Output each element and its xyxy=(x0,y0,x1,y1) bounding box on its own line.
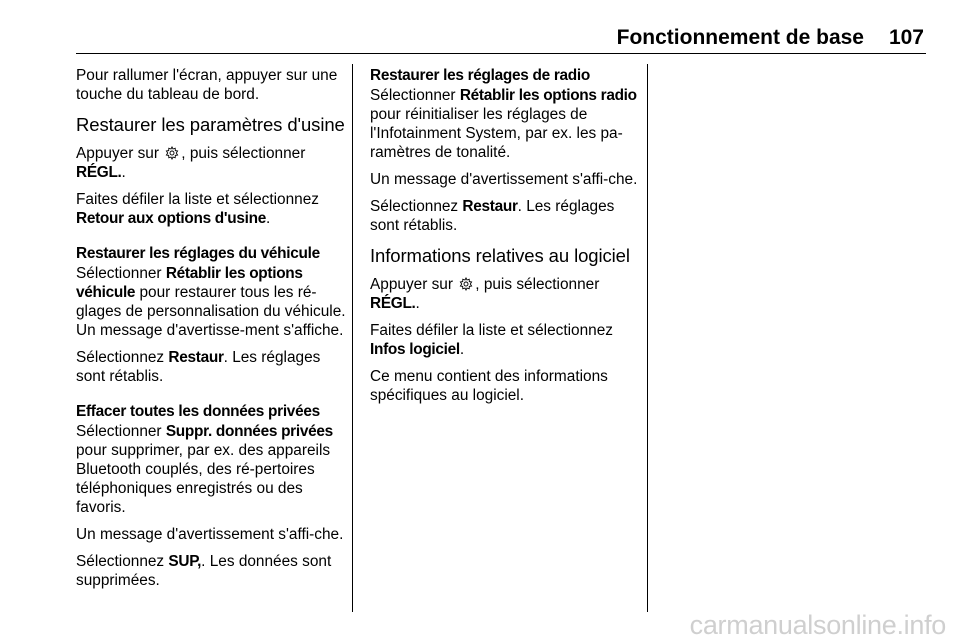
paragraph-press-settings: Appuyer sur , puis sélectionner RÉGL.. xyxy=(370,276,600,312)
gear-icon xyxy=(459,277,473,291)
paragraph-delete-confirm: Sélectionnez SUP,. Les données sont supprimées. xyxy=(76,553,332,589)
page-header xyxy=(76,26,926,52)
heading-radio-settings: Restaurer les réglages de radio xyxy=(370,67,590,84)
paragraph-scroll-list: Faites défiler la liste et sélectionnez Infos logiciel. xyxy=(370,322,613,358)
heading-vehicle-settings: Restaurer les réglages du véhicule xyxy=(76,245,320,262)
page-number: 107 xyxy=(888,26,924,49)
header-divider xyxy=(76,53,926,54)
paragraph-restore-confirm: Sélectionnez Restaur. Les réglages sont rétablis. xyxy=(76,349,321,385)
paragraph-restore-confirm: Sélectionnez Restaur. Les réglages sont rétablis. xyxy=(370,198,615,234)
heading-software-info: Informations relatives au logiciel xyxy=(370,245,630,266)
paragraph-private-delete: Sélectionner Suppr. données privées pour supprimer, par ex. des appareils Bluetooth couplés, des ré-pertoires téléphoniques enregistrés ou des favoris. xyxy=(76,423,333,516)
column-divider-1 xyxy=(352,64,353,612)
paragraph-warning-message: Un message d'avertissement s'affi-che. xyxy=(76,526,344,543)
column-left xyxy=(76,66,348,598)
paragraph-press-settings: Appuyer sur , puis sélectionner RÉGL.. xyxy=(76,145,306,181)
paragraph-warning-message: Un message d'avertissement s'affi-che. xyxy=(370,171,638,188)
paragraph-screen-on: Pour rallumer l'écran, appuyer sur une touche du tableau de bord. xyxy=(76,67,338,103)
paragraph-software-menu: Ce menu contient des informations spécifiques au logiciel. xyxy=(370,368,608,404)
header-title: Fonctionnement de base xyxy=(616,26,864,49)
column-divider-2 xyxy=(647,64,648,612)
paragraph-vehicle-restore: Sélectionner Rétablir les options véhicule pour restaurer tous les ré-glages de personnalisation du véhicule. Un message d'avertisse-ment s'affiche. xyxy=(76,265,346,339)
paragraph-scroll-list: Faites défiler la liste et sélectionnez Retour aux options d'usine. xyxy=(76,191,319,227)
column-right xyxy=(370,66,642,413)
paragraph-radio-restore: Sélectionner Rétablir les options radio pour réinitialiser les réglages de l'Infotainment System, par ex. les pa-ramètres de tonalité. xyxy=(370,87,637,161)
gear-icon xyxy=(165,146,179,160)
heading-private-data: Effacer toutes les données privées xyxy=(76,403,320,420)
watermark-link[interactable]: carmanualsonline.info xyxy=(689,610,946,640)
heading-factory-reset: Restaurer les paramètres d'usine xyxy=(76,114,345,135)
